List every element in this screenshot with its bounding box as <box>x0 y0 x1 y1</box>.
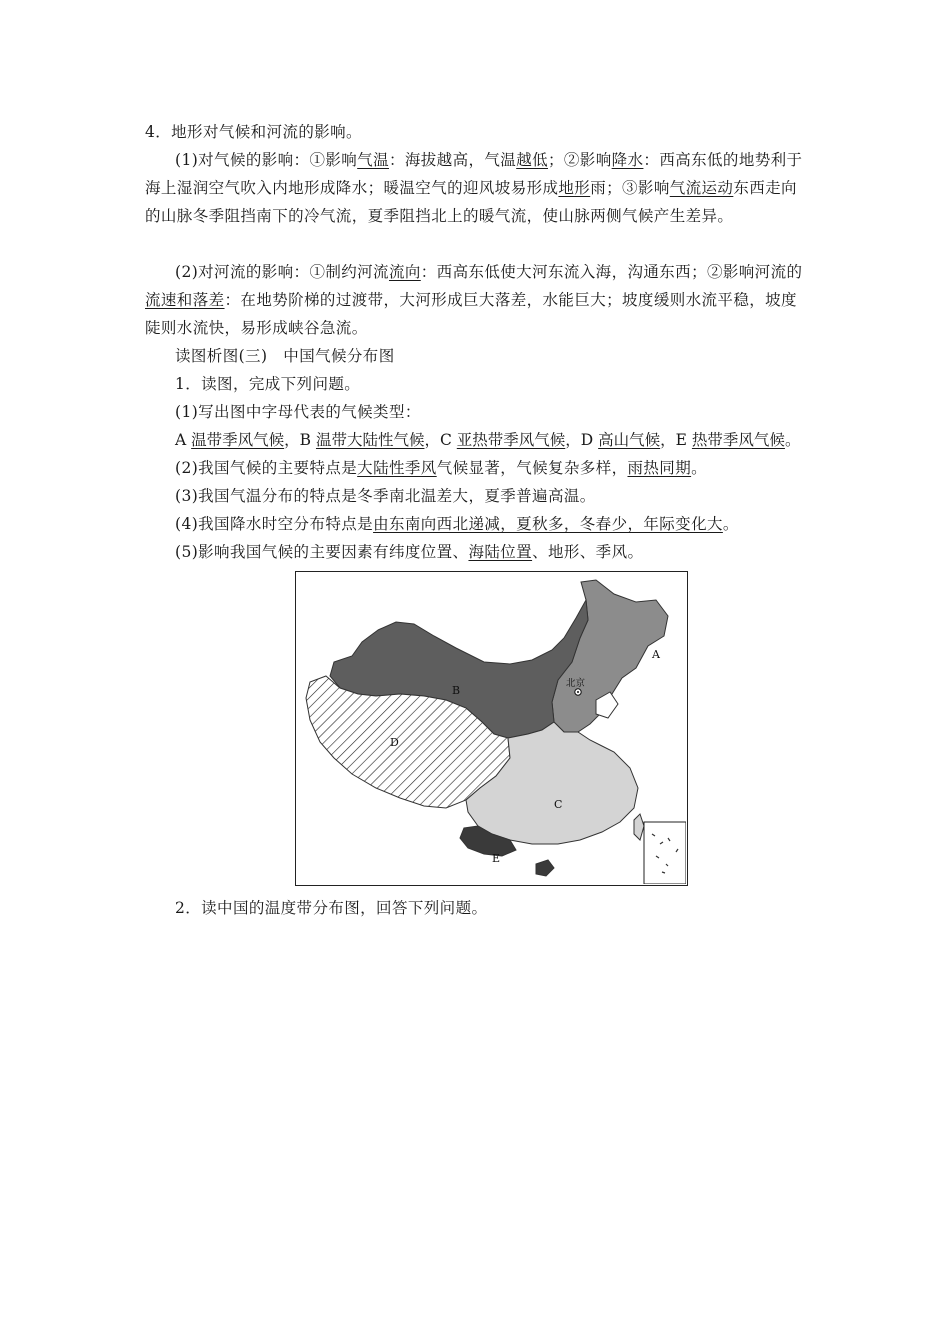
map-label-e: E <box>492 852 501 865</box>
text-run: (2)对河流的影响：①制约河流 <box>175 263 389 281</box>
question-2: 2．读中国的温度带分布图，回答下列问题。 <box>175 899 488 917</box>
map-label-beijing: 北京 <box>566 678 586 689</box>
text-run: ，D <box>565 431 599 449</box>
text-run: ，E <box>660 431 692 449</box>
underlined-answer: 流速和落差 <box>145 291 225 309</box>
text-run: (5)影响我国气候的主要因素有纬度位置、 <box>175 543 469 561</box>
underlined-answer: 温带大陆性气候 <box>315 431 425 449</box>
question-1-4 <box>145 510 810 538</box>
underlined-answer: 大陆性季风 <box>357 459 437 477</box>
climate-types-answer <box>175 426 840 454</box>
text-run: ，B <box>284 431 316 449</box>
text-run: A <box>175 431 192 449</box>
text-run: 。 <box>784 431 801 449</box>
text-run: 。 <box>722 515 739 533</box>
text-run: 东西走向的山脉冬季阻挡南下的冷气流，夏季阻挡北上的暖气流，使山脉两侧气候产生差异。 <box>145 179 797 225</box>
south-china-sea-inset <box>644 822 686 884</box>
climate-influence-paragraph <box>145 146 810 258</box>
underlined-answer: 亚热带季风气候 <box>456 431 566 449</box>
hainan-island <box>536 860 554 876</box>
underlined-answer: 气流运动 <box>669 179 734 197</box>
map-label-c: C <box>554 798 563 811</box>
question-1-3: (3)我国气温分布的特点是冬季南北温差大，夏季普遍高温。 <box>175 487 596 505</box>
text-run: ：西高东低的地势利于海上湿润空气吹入内地形成降水；暖温空气的迎风坡易形成 <box>145 151 803 197</box>
question-1-2 <box>145 454 810 482</box>
underlined-answer: 流向 <box>388 263 421 281</box>
text-run: ：海拔越高，气温 <box>388 151 517 169</box>
china-climate-map <box>295 571 688 886</box>
question-1-1: (1)写出图中字母代表的气候类型： <box>175 403 421 421</box>
underlined-answer: 温带季风气候 <box>191 431 285 449</box>
beijing-marker <box>575 689 581 695</box>
river-influence-paragraph <box>145 258 810 342</box>
question-1: 1．读图，完成下列问题。 <box>175 375 361 393</box>
text-run: (4)我国降水时空分布特点是 <box>175 515 374 533</box>
map-label-d: D <box>390 736 399 749</box>
text-run: ：在地势阶梯的过渡带，大河形成巨大落差，水能巨大；坡度缓则水流平稳，坡度陡则水流快，易形成峡谷急流。 <box>145 291 797 337</box>
text-run: 气候显著，气候复杂多样， <box>436 459 628 477</box>
text-run: ；②影响 <box>548 151 612 169</box>
map-label-a: A <box>652 648 660 661</box>
underlined-answer: 降水 <box>611 151 644 169</box>
underlined-answer: 雨热同期 <box>627 459 692 477</box>
underlined-answer: 海陆位置 <box>468 543 533 561</box>
underlined-answer: 高山气候 <box>598 431 661 449</box>
map-section-title: 读图析图(三) 中国气候分布图 <box>175 347 395 365</box>
underlined-answer: 越低 <box>516 151 548 169</box>
underlined-answer: 气温 <box>357 151 389 169</box>
text-run: (2)我国气候的主要特点是 <box>175 459 358 477</box>
text-run: ：西高东低使大河东流入海，沟通东西；②影响河流的 <box>420 263 803 281</box>
text-run: 雨；③影响 <box>590 179 670 197</box>
map-label-b: B <box>452 684 461 697</box>
text-run: 。 <box>691 459 708 477</box>
underlined-answer: 热带季风气候 <box>691 431 785 449</box>
text-run: ，C <box>424 431 457 449</box>
question-1-5 <box>145 538 810 566</box>
taiwan-island <box>634 814 644 840</box>
text-run: (1)对气候的影响：①影响 <box>175 151 358 169</box>
underlined-answer: 由东南向西北递减，夏秋多，冬春少，年际变化大 <box>373 515 723 533</box>
underlined-answer: 地形 <box>558 179 591 197</box>
section-heading: 4．地形对气候和河流的影响。 <box>145 123 362 141</box>
text-run: 、地形、季风。 <box>532 543 644 561</box>
